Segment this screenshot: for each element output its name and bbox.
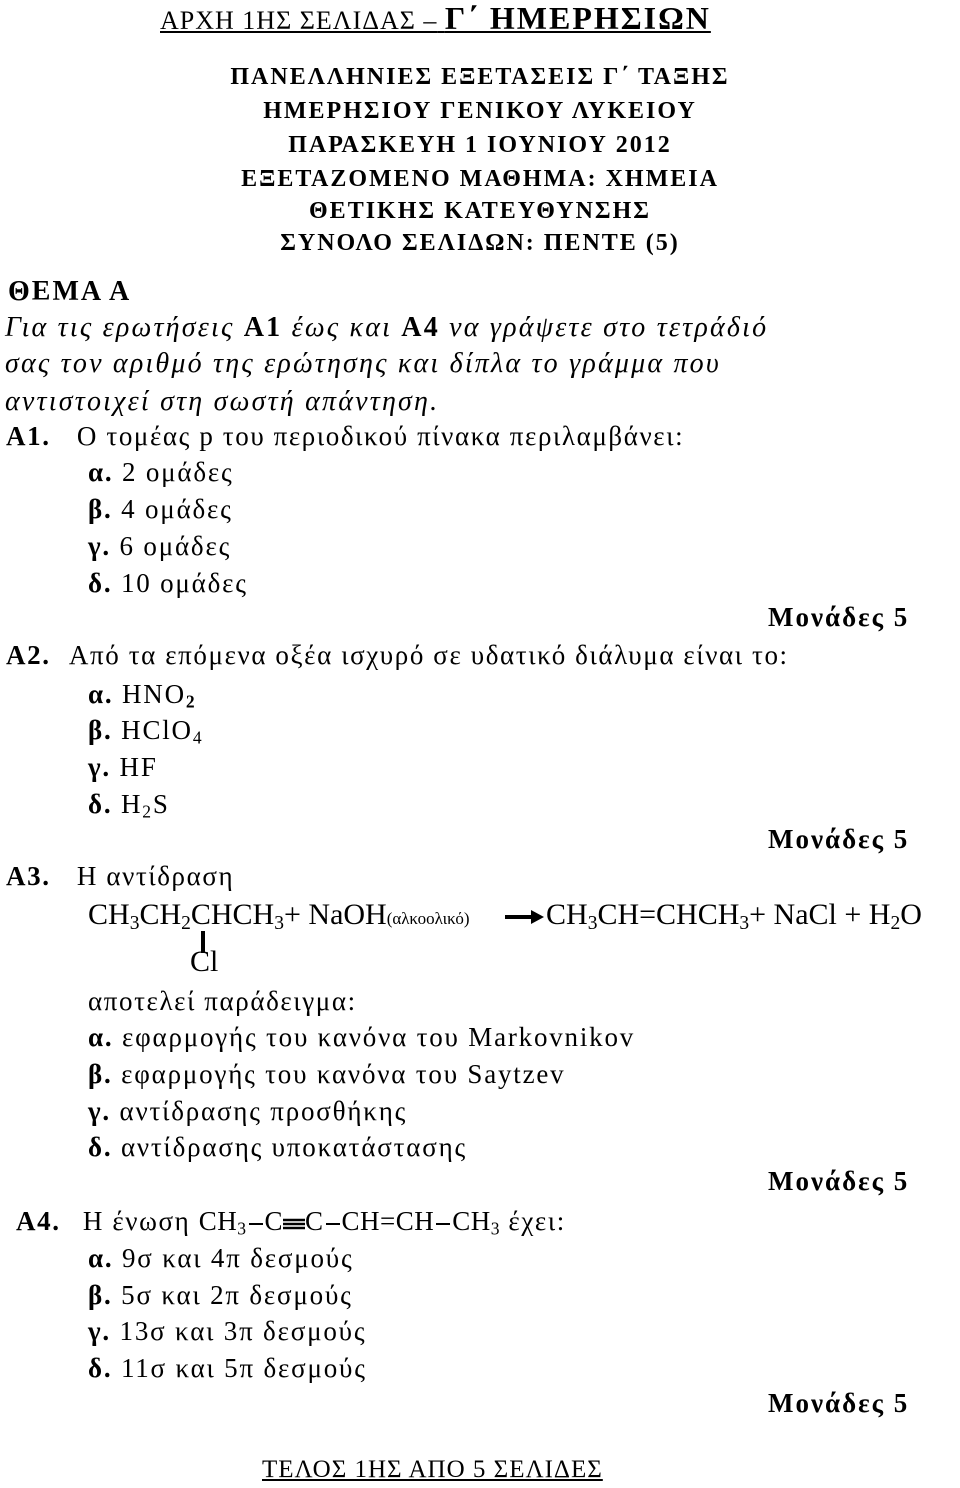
a3-after-text: αποτελεί παράδειγμα: — [88, 986, 357, 1016]
formula-part: CH=CH — [341, 1206, 435, 1236]
exam-info-line-4: ΕΞΕΤΑΖΟΜΕΝΟ ΜΑΘΗΜΑ: ΧΗΜΕΙΑ — [241, 166, 719, 192]
subscript: 2 — [181, 912, 191, 934]
header-title: Γ΄ ΗΜΕΡΗΣΙΩΝ — [444, 0, 711, 36]
reaction-substituent: Cl — [190, 945, 219, 978]
question-number: Α1. — [6, 421, 51, 451]
formula-part: CH — [88, 898, 130, 931]
option-text: S — [152, 789, 170, 819]
a3-option-d — [88, 1132, 467, 1163]
single-bond — [249, 1223, 263, 1225]
option-letter: γ. — [88, 1316, 111, 1346]
instructions-text: έως και — [282, 312, 402, 343]
page-footer: ΤΕΛΟΣ 1ΗΣ ΑΠΟ 5 ΣΕΛΙΔΕΣ — [262, 1456, 603, 1483]
formula-part: CH — [546, 898, 588, 931]
option-letter: γ. — [88, 1096, 111, 1126]
question-a1 — [6, 421, 684, 452]
option-text: 10 ομάδες — [120, 568, 248, 598]
subscript: 3 — [739, 912, 750, 934]
option-letter: δ. — [88, 1132, 113, 1162]
a2-option-c — [88, 752, 158, 783]
option-text: εφαρμογής του κανόνα του Saytzev — [121, 1059, 566, 1089]
subscript: 2 — [185, 691, 197, 712]
a1-option-a — [88, 457, 234, 488]
option-letter: α. — [88, 1243, 114, 1273]
option-text: αντίδρασης προσθήκης — [119, 1096, 408, 1126]
instructions-text: να γράψετε στο τετράδιό — [439, 312, 769, 343]
formula-part: CH — [198, 1206, 238, 1236]
option-text: 2 ομάδες — [121, 457, 234, 487]
instructions-ref-a1: Α1 — [243, 312, 283, 343]
exam-info-line-3: ΠΑΡΑΣΚΕΥΗ 1 ΙΟΥΝΙΟΥ 2012 — [288, 132, 672, 158]
formula-part: C — [264, 1206, 284, 1236]
marks-a1: Μονάδες 5 — [768, 602, 910, 632]
question-a2 — [6, 640, 789, 671]
instructions-line-3: αντιστοιχεί στη σωστή απάντηση. — [5, 386, 440, 417]
a4-option-b — [88, 1280, 353, 1311]
exam-info-line-5: ΘΕΤΙΚΗΣ ΚΑΤΕΥΘΥΝΣΗΣ — [309, 198, 651, 224]
subscript: 3 — [587, 912, 598, 934]
question-number: Α4. — [16, 1206, 61, 1236]
instructions-ref-a4: Α4 — [401, 312, 440, 343]
option-text: 13σ και 3π δεσμούς — [119, 1316, 367, 1346]
instructions-line-1 — [5, 312, 768, 344]
a3-option-a — [88, 1022, 635, 1053]
formula-part: CH — [452, 1206, 491, 1236]
a3-option-b — [88, 1059, 565, 1090]
option-text: 6 ομάδες — [119, 531, 232, 561]
option-letter: β. — [88, 1059, 113, 1089]
option-text: H — [120, 789, 143, 819]
question-text: Η αντίδραση — [76, 861, 235, 891]
subscript: 3 — [490, 1218, 501, 1239]
a4-option-a — [88, 1243, 353, 1274]
reaction-reactants — [88, 898, 470, 935]
a2-option-d — [88, 789, 170, 822]
option-letter: α. — [88, 679, 114, 709]
instructions-text: Για τις ερωτήσεις — [5, 312, 244, 343]
subscript: 3 — [129, 912, 140, 934]
exam-info-line-2: ΗΜΕΡΗΣΙΟΥ ΓΕΝΙΚΟΥ ΛΥΚΕΙΟΥ — [263, 98, 697, 124]
subscript: 2 — [890, 912, 901, 934]
a2-option-a — [88, 679, 196, 712]
exam-info-line-6: ΣΥΝΟΛΟ ΣΕΛΙΔΩΝ: ΠΕΝΤΕ (5) — [280, 230, 680, 256]
a4-option-d — [88, 1353, 367, 1384]
question-number: Α3. — [6, 861, 51, 891]
subscript: 2 — [142, 801, 153, 822]
option-letter: β. — [88, 494, 113, 524]
option-letter: β. — [88, 1280, 113, 1310]
a1-option-d — [88, 568, 248, 599]
marks-a3: Μονάδες 5 — [768, 1166, 910, 1196]
question-text: Ο τομέας p του περιοδικού πίνακα περιλαμβάνει: — [76, 421, 685, 451]
a4-formula — [198, 1206, 501, 1239]
a2-option-b — [88, 715, 203, 748]
option-letter: γ. — [88, 752, 111, 782]
triple-bond-icon — [283, 1217, 305, 1231]
header-prefix: ΑΡΧΗ 1ΗΣ ΣΕΛΙΔΑΣ – — [160, 6, 438, 35]
formula-part: + NaCl + H — [749, 898, 891, 931]
formula-part: O — [900, 898, 922, 931]
a1-option-c — [88, 531, 231, 562]
a3-option-c — [88, 1096, 407, 1127]
option-letter: δ. — [88, 568, 113, 598]
reaction-products — [546, 898, 922, 935]
question-a4 — [16, 1206, 566, 1239]
option-letter: β. — [88, 715, 113, 745]
subscript: 3 — [237, 1218, 247, 1239]
reaction-condition: (αλκοολικό) — [386, 909, 470, 928]
option-text: 5σ και 2π δεσμούς — [121, 1280, 353, 1310]
section-title: ΘΕΜΑ Α — [8, 276, 132, 307]
marks-a4: Μονάδες 5 — [768, 1388, 910, 1418]
single-bond — [326, 1223, 340, 1225]
exam-info-line-1: ΠΑΝΕΛΛΗΝΙΕΣ ΕΞΕΤΑΣΕΙΣ Γ΄ ΤΑΞΗΣ — [230, 64, 730, 90]
option-letter: α. — [88, 1022, 114, 1052]
formula-part: C — [305, 1206, 324, 1236]
option-text: HF — [119, 752, 158, 782]
subscript: 4 — [192, 727, 204, 748]
option-letter: δ. — [88, 1353, 113, 1383]
question-number: Α2. — [6, 640, 51, 670]
option-text: εφαρμογής του κανόνα του Markovnikov — [121, 1022, 636, 1052]
single-bond — [436, 1223, 450, 1225]
option-text: HClO — [121, 715, 193, 745]
question-text: Η ένωση — [82, 1206, 199, 1236]
option-letter: γ. — [88, 531, 111, 561]
option-letter: α. — [88, 457, 114, 487]
question-text: Από τα επόμενα οξέα ισχυρό σε υδατικό διάλυμα είναι το: — [68, 640, 789, 670]
instructions-line-2: σας τον αριθμό της ερώτησης και δίπλα το γράμμα που — [5, 348, 721, 379]
marks-a2: Μονάδες 5 — [768, 824, 910, 854]
formula-part: CH — [139, 898, 182, 931]
question-a3 — [6, 861, 234, 892]
option-text: HNO — [121, 679, 186, 709]
option-text: 4 ομάδες — [121, 494, 233, 524]
subscript: 3 — [274, 912, 284, 934]
page-header — [160, 0, 711, 37]
a4-option-c — [88, 1316, 366, 1347]
formula-part: CH=CHCH — [597, 898, 740, 931]
question-text: έχει: — [500, 1206, 566, 1236]
a1-option-b — [88, 494, 233, 525]
formula-part: + NaOH — [283, 898, 387, 931]
reaction-arrow-icon — [503, 907, 545, 927]
option-text: 11σ και 5π δεσμούς — [120, 1353, 367, 1383]
option-text: 9σ και 4π δεσμούς — [121, 1243, 354, 1273]
option-text: αντίδρασης υποκατάστασης — [120, 1132, 467, 1162]
formula-part: CHCH — [190, 898, 275, 931]
option-letter: δ. — [88, 789, 113, 819]
